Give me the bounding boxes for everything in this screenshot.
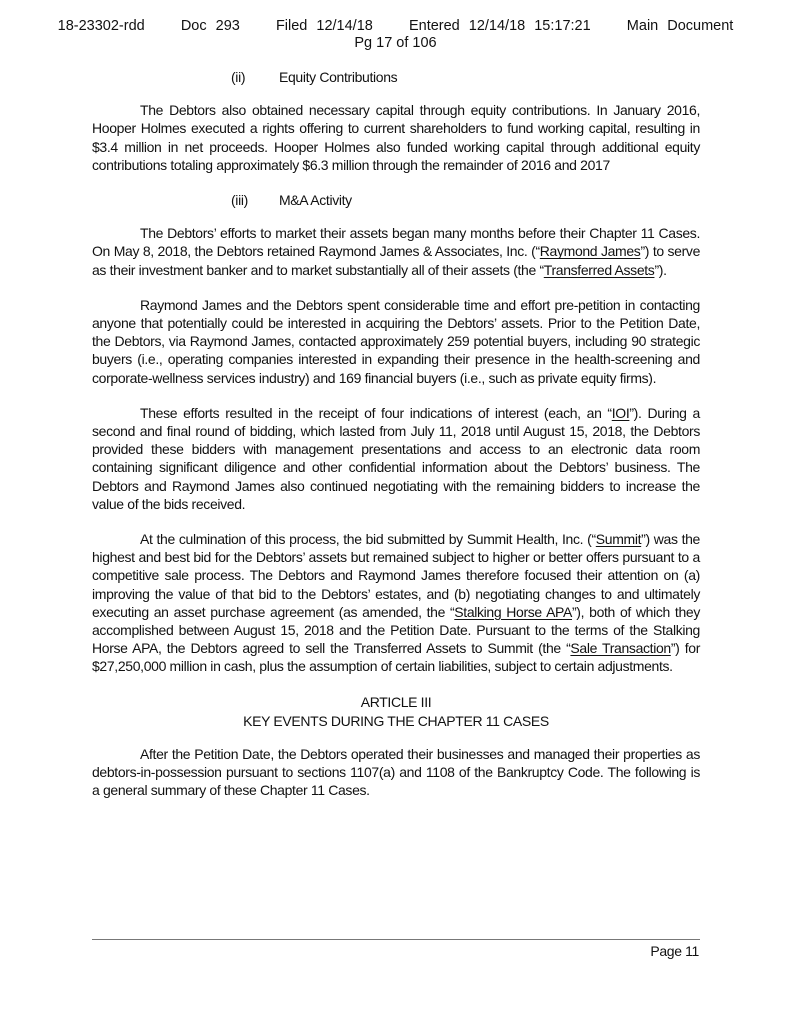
text-run: ”), both of which they accomplished between August 15, 2018 and the Petition Date. Pursuant to the terms of the Stalking Horse APA, the Debtors agreed to sell the Transferred Assets to Summit (the “	[92, 603, 700, 657]
defined-term-transferred-assets: Transferred Assets	[543, 261, 655, 278]
section-number: (ii)	[231, 69, 246, 85]
paragraph-ma-ioi	[92, 404, 700, 513]
defined-term-summit: Summit	[595, 531, 642, 548]
defined-term-raymond-james: Raymond James	[539, 243, 641, 260]
section-heading-ma	[92, 191, 700, 209]
paragraph-ma-marketing	[92, 224, 700, 279]
article-heading	[92, 693, 700, 731]
section-heading-equity	[92, 68, 700, 86]
defined-term-ioi: IOI	[611, 404, 630, 421]
section-title: M&A Activity	[279, 192, 352, 209]
paragraph-article-intro: After the Petition Date, the Debtors operated their businesses and managed their properties as debtors-in-possession pursuant to sections 1107(a) and 1108 of the Bankruptcy Code. The following is a general summary of these Chapter 11 Cases.	[92, 745, 700, 799]
text-run: At the culmination of this process, the bid submitted by Summit Health, Inc. (“	[140, 531, 596, 548]
text-run: These efforts resulted in the receipt of four indications of interest (each, an “	[140, 404, 612, 421]
text-run: ”) was the highest and best bid for the Debtors’ assets but remained subject to higher or better offers pursuant to a competitive sale process. The Debtors and Raymond James therefore focused their attention on (a) improving the value of that bid to the Debtors’ estates, and (b) negotiating changes to and ultimately executing an asset purchase agreement (as amended, the “	[92, 531, 700, 620]
page-count-line: Pg 17 of 106	[354, 35, 437, 51]
footer-divider	[92, 939, 700, 940]
text-run: ”).	[654, 261, 667, 278]
section-title: Equity Contributions	[279, 69, 398, 85]
article-title: KEY EVENTS DURING THE CHAPTER 11 CASES	[243, 712, 549, 729]
text-run: ”). During a second and final round of bidding, which lasted from July 11, 2018 until August 15, 2018, the Debtors provided these bidders with management presentations and access to an electronic data room containing significant diligence and other confidential information about the Debtors’ business. The Debtors and Raymond James also continued negotiating with the remaining bidders to increase the value of the bids received.	[92, 404, 700, 512]
document-body	[92, 68, 700, 816]
defined-term-stalking-horse-apa: Stalking Horse APA	[454, 603, 572, 620]
docket-header-line: 18-23302-rdd Doc 293 Filed 12/14/18 Entered 12/14/18 15:17:21 Main Document	[57, 18, 734, 34]
text-run: ”) for $27,250,000 million in cash, plus the assumption of certain liabilities, subject to certain adjustments.	[92, 640, 701, 675]
defined-term-sale-transaction: Sale Transaction	[570, 640, 671, 657]
text-run: The Debtors’ efforts to market their assets began many months before their Chapter 11 Cases. On May 8, 2018, the Debtors retained Raymond James & Associates, Inc. (“	[92, 225, 700, 260]
section-number: (iii)	[231, 192, 248, 209]
text-run: ”) to serve as their investment banker and to market substantially all of their assets (the “	[92, 243, 700, 278]
paragraph-ma-outreach: Raymond James and the Debtors spent considerable time and effort pre-petition in contacting anyone that potentially could be interested in acquiring the Debtors’ assets. Prior to the Petition Date, the Debtors, via Raymond James, contacted approximately 259 potential buyers, including 90 strategic buyers (i.e., operating companies interested in expanding their presence in the health-screening and corporate-wellness services industry) and 169 financial buyers (i.e., such as private equity firms).	[92, 296, 700, 386]
page-number: Page 11	[650, 943, 699, 959]
paragraph-equity: The Debtors also obtained necessary capital through equity contributions. In January 2016, Hooper Holmes executed a rights offering to current shareholders to fund working capital, resulting in $3.4 million in net proceeds. Hooper Holmes also funded working capital through additional equity contributions totaling approximately $6.3 million through the remainder of 2016 and 2017	[92, 102, 700, 173]
docket-header	[0, 18, 791, 52]
article-number: ARTICLE III	[360, 693, 432, 710]
paragraph-ma-summit	[92, 530, 700, 676]
